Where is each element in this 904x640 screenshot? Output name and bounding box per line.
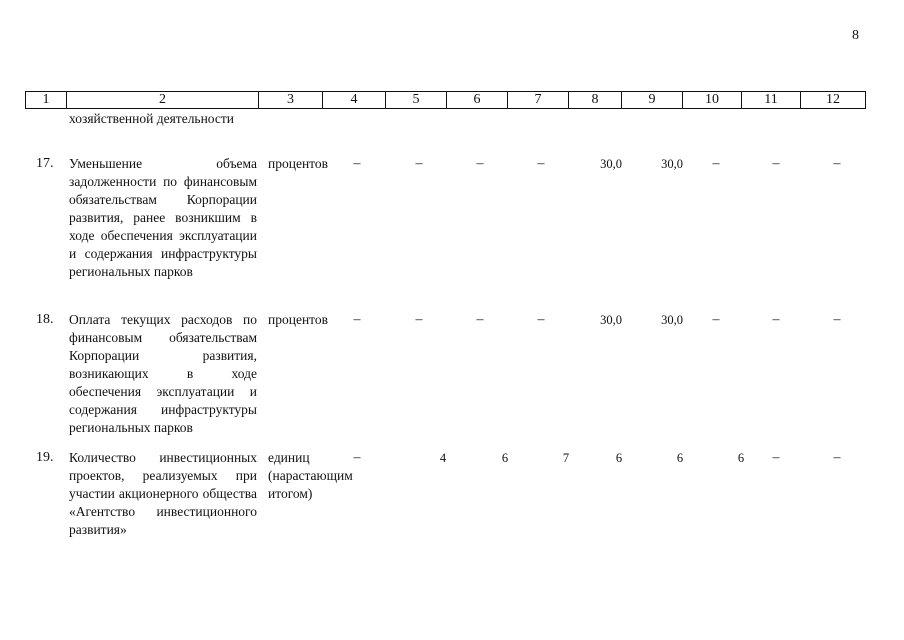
value-cell: 30,0 [661,157,683,171]
header-cell: 7 [508,92,569,109]
header-cell: 11 [742,92,801,109]
header-cell: 10 [683,92,742,109]
row-number: 17. [36,156,54,171]
value-cell: – [833,156,841,171]
row-number: 19. [36,450,54,465]
value-cell: 30,0 [600,157,622,171]
value-cell: – [712,312,720,327]
header-cell: 2 [67,92,259,109]
row-number: 18. [36,312,54,327]
header-cell: 3 [259,92,323,109]
value-cell: 30,0 [600,313,622,327]
value-cell: – [415,312,423,327]
value-cell: – [353,156,361,171]
column-header-table [25,91,866,109]
page-number: 8 [852,28,859,43]
value-cell: 6 [676,451,684,465]
value-cell: 6 [501,451,509,465]
value-cell: – [476,312,484,327]
value-cell: 6 [737,451,745,465]
value-cell: – [833,450,841,465]
value-cell: 30,0 [661,313,683,327]
continuation-text: хозяйственной деятельности [69,111,235,126]
value-cell: – [415,156,423,171]
header-cell: 12 [801,92,866,109]
value-cell: – [353,450,361,465]
unit-text: процентов [268,156,329,171]
header-row [26,92,866,109]
value-cell: – [537,312,545,327]
value-cell: – [476,156,484,171]
header-cell: 6 [447,92,508,109]
value-cell: – [772,312,780,327]
indicator-text: Оплата текущих расходов по финансовым обязательствам Корпорации развития, возникающих в ходе обеспечения эксплуатации и содержания инфраструктуры региональных парков [69,312,257,435]
value-cell: – [833,312,841,327]
value-cell: – [772,450,780,465]
header-cell: 8 [569,92,622,109]
header-cell: 9 [622,92,683,109]
indicator-text: Количество инвестиционных проектов, реализуемых при участии акционерного общества «Агентство инвестиционного развития» [69,450,257,537]
header-cell: 1 [26,92,67,109]
indicator-text: Уменьшение объема задолженности по финансовым обязательствам Корпорации развития, ранее возникшим в ходе обеспечения эксплуатации и содержания инфраструктуры региональных парков [69,156,257,279]
value-cell: – [537,156,545,171]
value-cell: 6 [615,451,623,465]
unit-text: единиц (нарастающим итогом) [268,450,353,501]
value-cell: – [353,312,361,327]
header-cell: 5 [386,92,447,109]
value-cell: – [772,156,780,171]
unit-text: процентов [268,312,329,327]
value-cell: 4 [439,451,447,465]
value-cell: 7 [562,451,570,465]
value-cell: – [712,156,720,171]
header-cell: 4 [323,92,386,109]
